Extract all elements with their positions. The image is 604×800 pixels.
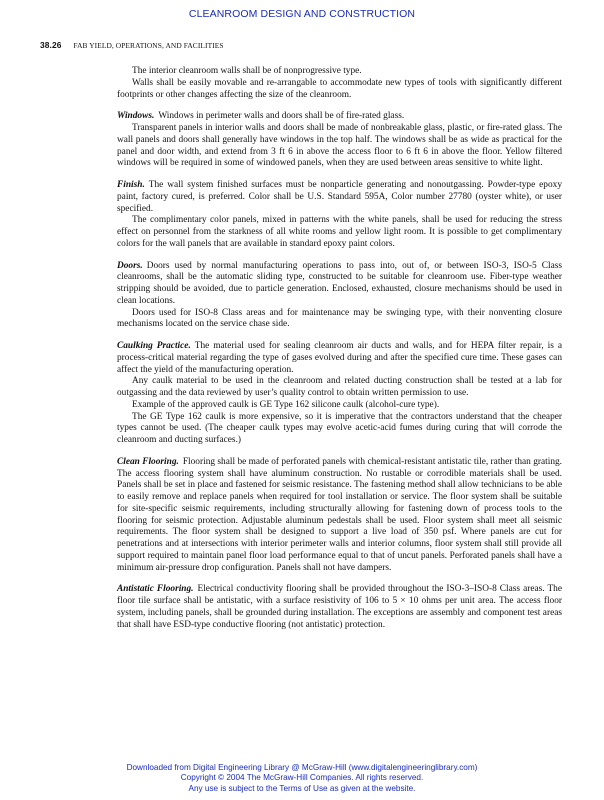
section-heading: Windows. bbox=[117, 111, 155, 122]
section-heading: Finish. bbox=[117, 180, 145, 190]
paragraph: Any caulk material to be used in the cleanroom and related ducting construction shall be tested at a lab for outgassing and the data reviewed by user’s quality control to obtain written permission to use. bbox=[117, 376, 562, 398]
section-heading: Doors. bbox=[117, 260, 143, 271]
paragraph: Doors used for ISO-8 Class areas and for maintenance may be swinging type, with their nonventing closure mechanisms located on the service chase side. bbox=[117, 307, 562, 330]
section-caulking bbox=[117, 341, 562, 447]
download-footer bbox=[0, 763, 604, 794]
section-finish bbox=[117, 180, 562, 251]
paragraph-text: Electrical conductivity flooring shall be provided throughout the ISO-3–ISO-8 Class areas. The floor tile surface shall be antistatic, with a surface resistivity of 106 to 5 × 10 ohms per unit area. The access floor system, including panels, shall be grounded during installation. The exceptions are assembly and component test areas that shall have ESD-type conductive flooring (not antistatic) protection. bbox=[117, 584, 562, 630]
section-heading: Antistatic Flooring. bbox=[117, 584, 194, 595]
paragraph-text: The wall system finished surfaces must be nonparticle generating and nonoutgassing. Powder-type epoxy paint, factory cured, is preferred. Color shall be U.S. Standard 595A, Color number 27780 (oyster white), or user specified. bbox=[117, 180, 562, 214]
paragraph bbox=[117, 341, 562, 376]
page-banner: CLEANROOM DESIGN AND CONSTRUCTION bbox=[188, 8, 416, 20]
section-clean-flooring bbox=[117, 457, 562, 575]
paragraph bbox=[117, 180, 562, 215]
body-text bbox=[117, 66, 562, 631]
footer-terms-link[interactable]: Any use is subject to the Terms of Use as given at the website. bbox=[188, 783, 416, 793]
paragraph: The GE Type 162 caulk is more expensive, so it is imperative that the contractors understand that the cheaper types cannot be used. (The cheaper caulk types may evolve acetic-acid fumes during curing that will corrode the cleanroom and ducting surfaces.) bbox=[117, 411, 562, 445]
footer-download-link[interactable]: Downloaded from Digital Engineering Library @ McGraw-Hill (www.digitalengineeringlibrary.com) bbox=[126, 763, 478, 772]
intro-block bbox=[117, 66, 562, 101]
section-windows bbox=[117, 111, 562, 170]
paragraph bbox=[117, 457, 562, 575]
paragraph: The interior cleanroom walls shall be of nonprogressive type. bbox=[132, 66, 362, 76]
page-number: 38.26 bbox=[40, 40, 62, 50]
paragraph: Example of the approved caulk is GE Type 162 silicone caulk (alcohol-cure type). bbox=[132, 399, 440, 410]
section-antistatic-flooring bbox=[117, 584, 562, 631]
running-head bbox=[40, 40, 570, 50]
paragraph-text: The material used for sealing cleanroom air ducts and walls, and for HEPA filter repair, is a process-critical material regarding the type of gases evolved during and after the specified cure time. These gases can affect the yield of the manufacturing operation. bbox=[117, 341, 562, 375]
paragraph: Transparent panels in interior walls and doors shall be made of nonbreakable glass, plastic, or fire-rated glass. The wall panels and doors shall generally have windows in the top half. The windows shall be as wide as practical for the panel and door width, and extend from 3 ft 6 in above the access floor to 6 ft 6 in above the floor. Yellow filtered windows will be required in some of windowed panels, when they are used between areas sensitive to white light. bbox=[117, 123, 562, 169]
paragraph-text: Flooring shall be made of perforated panels with chemical-resistant antistatic tile, rather than grating. The access flooring system shall have aluminum construction. No rustable or corrodible materials shall be used. Panels shall be set in place and fastened for seismic resistance. The fastening method shall allow technicians to be able to easily remove and replace panels when required for tool installation or service. The floor system shall be suitable for site-specific seismic requirements, including structurally allowing for fastening down of process tools to the flooring for seismic protection. Adjustable aluminum pedestals shall be used. Floor system shall meet all seismic requirements. The floor system shall be designed to support a live load of 350 psf. Where panels are cut for penetrations and at intersections with interior perimeter walls and interior columns, floor system shall still provide all support required to maintain panel floor load performance equal to that of uncut panels. Perforated panels shall have a minimum air-pressure drop configuration. Panels shall not have dampers. bbox=[117, 456, 562, 573]
paragraph bbox=[117, 584, 562, 631]
section-doors bbox=[117, 261, 562, 332]
section-heading: Caulking Practice. bbox=[117, 341, 191, 351]
paragraph: The complimentary color panels, mixed in patterns with the white panels, shall be used for reducing the stress effect on personnel from the starkness of all white rooms and yellow light room. It is possible to get complimentary colors for the wall panels that are available in standard epoxy paint colors. bbox=[117, 215, 562, 249]
paragraph-text: Doors used by normal manufacturing operations to pass into, out of, or between ISO-3, ISO-5 Class cleanrooms, shall be the automatic sliding type, constructed to be suitable for cleanroom use. Fiber-type weather stripping should be avoided, due to particle generation. Enclosed, exhausted, closure mechanisms should be used in clean locations. bbox=[117, 260, 562, 306]
paragraph-text: Windows in perimeter walls and doors shall be of fire-rated glass. bbox=[158, 111, 405, 122]
paragraph bbox=[117, 111, 562, 123]
section-heading: Clean Flooring. bbox=[117, 456, 179, 467]
paragraph: Walls shall be easily movable and re-arrangable to accommodate new types of tools with significantly different footprints or other changes affecting the size of the cleanroom. bbox=[117, 77, 562, 100]
footer-copyright: Copyright © 2004 The McGraw-Hill Companies. All rights reserved. bbox=[180, 773, 424, 783]
paragraph bbox=[117, 261, 562, 308]
running-head-title: FAB YIELD, OPERATIONS, AND FACILITIES bbox=[73, 41, 224, 50]
